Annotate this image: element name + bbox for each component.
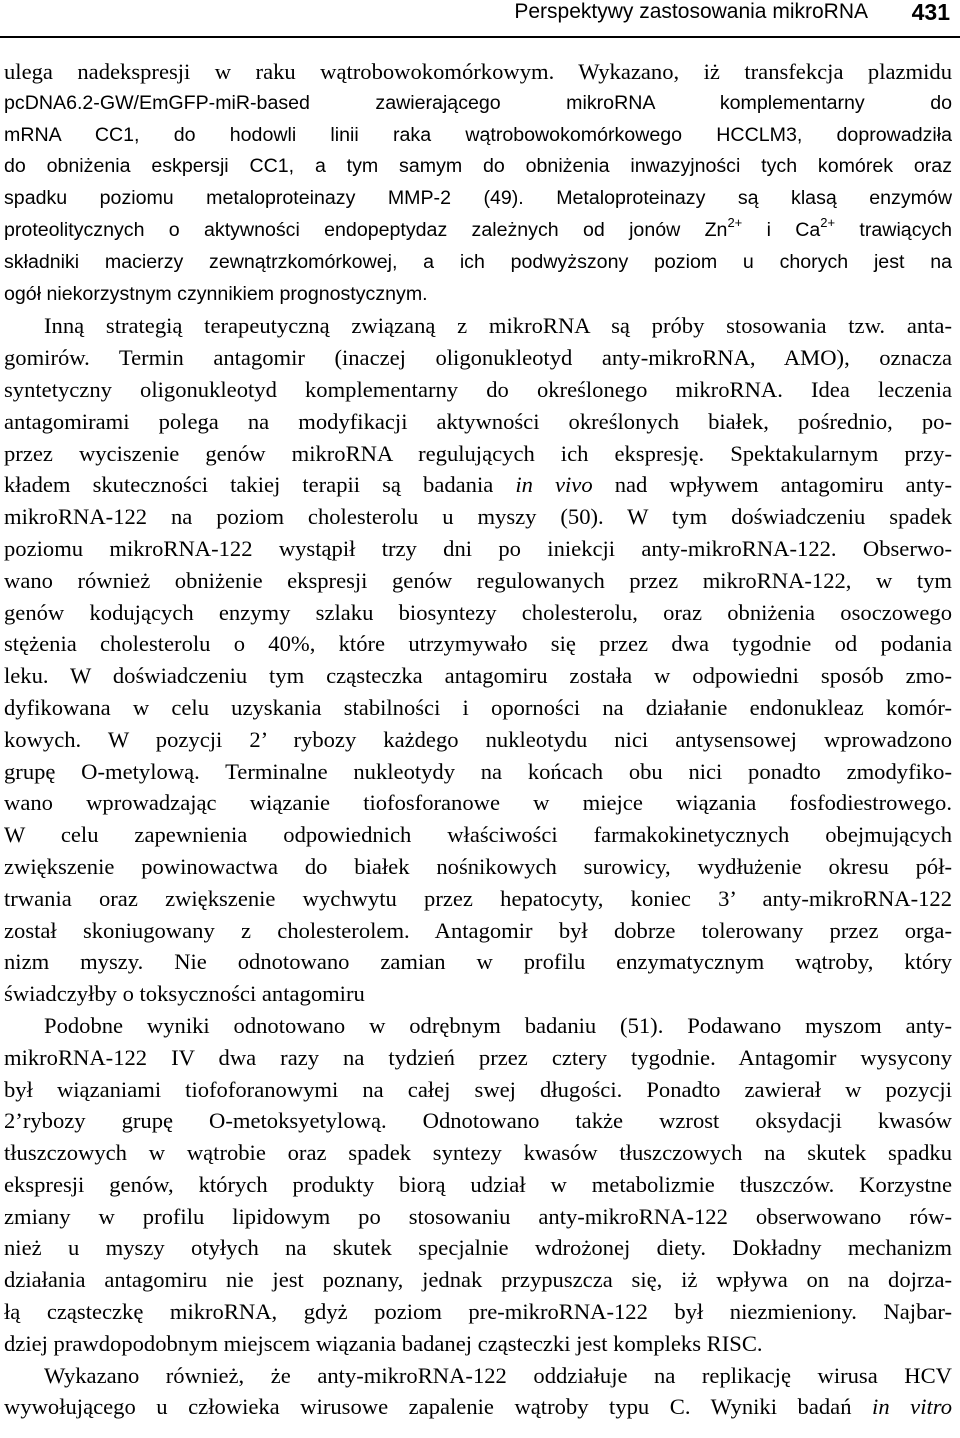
text-line: składniki macierzy zewnątrzkomórkowej, a ich podwyższony poziom u chorych jest na bbox=[4, 250, 952, 273]
text-line: działania antagomiru nie jest poznany, jednak przypuszcza się, iż wpływa on na dojrza- bbox=[4, 1267, 952, 1293]
text-segment: trawiących bbox=[835, 218, 952, 241]
text-segment: proteolitycznych o aktywności endopeptydaz zależnych od jonów Zn bbox=[4, 218, 728, 241]
text-line: mikroRNA-122 IV dwa razy na tydzień przez cztery tygodnie. Antagomir wysycony bbox=[4, 1044, 952, 1070]
text-segment: kładem skuteczności takiej terapii są badania bbox=[4, 472, 516, 498]
text-line: był wiązaniami tiofoforanowymi na całej swej długości. Ponadto zawierał w pozycji bbox=[4, 1076, 952, 1102]
text-line: został skoniugowany z cholesterolem. Antagomir był dobrze tolerowany przez orga- bbox=[4, 917, 952, 943]
italic-text: in vitro bbox=[872, 1394, 952, 1420]
text-segment: wywołującego u człowieka wirusowe zapalenie wątroby typu C. Wyniki badań bbox=[4, 1394, 873, 1420]
text-line: genów kodujących enzymy szlaku biosyntezy cholesterolu, oraz obniżenia osoczowego bbox=[4, 599, 952, 625]
superscript: 2+ bbox=[727, 214, 743, 230]
paragraph-start-line: Wykazano również, że anty-mikroRNA-122 oddziałuje na replikację wirusa HCV bbox=[44, 1362, 952, 1388]
text-line: zwiększenie powinowactwa do białek nośnikowych surowicy, wydłużenie okresu pół- bbox=[4, 853, 952, 879]
text-line bbox=[4, 469, 952, 501]
text-line: nież u myszy otyłych na skutek specjalnie wdrożonej diety. Dokładny mechanizm bbox=[4, 1235, 952, 1261]
text-line: gomirów. Termin antagomir (inaczej oligonukleotyd anty-mikroRNA, AMO), oznacza bbox=[4, 345, 952, 371]
text-line: dyfikowana w celu uzyskania stabilności i oporności na działanie endonukleaz komór- bbox=[4, 694, 952, 720]
text-line: poziomu mikroRNA-122 wystąpił trzy dni po iniekcji anty-mikroRNA-122. Obserwo- bbox=[4, 535, 952, 561]
text-line: zmiany w profilu lipidowym po stosowaniu anty-mikroRNA-122 obserwowano rów- bbox=[4, 1203, 952, 1229]
text-line: syntetyczny oligonukleotyd komplementarny do określonego mikroRNA. Idea leczenia bbox=[4, 376, 952, 402]
text-line: ulega nadekspresji w raku wątrobowokomórkowym. Wykazano, iż transfekcja plazmidu bbox=[4, 59, 952, 84]
text-line: mRNA CC1, do hodowli linii raka wątrobowokomórkowego HCCLM3, doprowadziła bbox=[4, 123, 952, 146]
text-line: ogół niekorzystnym czynnikiem prognostycznym. bbox=[4, 282, 428, 305]
text-line bbox=[4, 215, 952, 247]
text-line: pcDNA6.2-GW/EmGFP-miR-based zawierającego mikroRNA komplementarny do bbox=[4, 91, 952, 114]
text-line: do obniżenia eskpersji CC1, a tym samym do obniżenia inwazyjności tych komórek oraz bbox=[4, 155, 952, 178]
paragraph-start-line: Inną strategią terapeutyczną związaną z mikroRNA są próby stosowania tzw. anta- bbox=[44, 313, 952, 339]
text-line: mikroRNA-122 na poziom cholesterolu u myszy (50). W tym doświadczeniu spadek bbox=[4, 504, 952, 530]
header-rule bbox=[0, 36, 960, 38]
running-header bbox=[0, 0, 960, 28]
text-line: przez wyciszenie genów mikroRNA regulujących ich ekspresję. Spektakularnym przy- bbox=[4, 440, 952, 466]
text-segment: i Ca bbox=[742, 218, 821, 241]
text-line: dziej prawdopodobnym miejscem wiązania badanej cząsteczki jest kompleks RISC. bbox=[4, 1330, 763, 1356]
text-line: świadczyłby o toksyczności antagomiru bbox=[4, 981, 365, 1007]
text-line: wano również obniżenie ekspresji genów regulowanych przez mikroRNA-122, w tym bbox=[4, 567, 952, 593]
text-line: łą cząsteczkę mikroRNA, gdyż poziom pre-mikroRNA-122 był niezmieniony. Najbar- bbox=[4, 1299, 952, 1325]
text-line: spadku poziomu metaloproteinazy MMP-2 (49). Metaloproteinazy są klasą enzymów bbox=[4, 187, 952, 210]
text-line: grupę O-metylową. Terminalne nukleotydy na końcach obu nici ponadto zmodyfiko- bbox=[4, 758, 952, 784]
text-line: nizm myszy. Nie odnotowano zamian w profilu enzymatycznym wątroby, który bbox=[4, 949, 952, 975]
text-line: wano wprowadzając wiązanie tiofosforanowe w miejce wiązania fosfodiestrowego. bbox=[4, 790, 952, 816]
body-text bbox=[4, 56, 952, 1423]
text-segment: nad wpływem antagomiru anty- bbox=[592, 472, 952, 498]
paragraph-start-line: Podobne wyniki odnotowano w odrębnym badaniu (51). Podawano myszom anty- bbox=[44, 1012, 952, 1038]
page-number: 431 bbox=[911, 0, 950, 25]
text-line: tłuszczowych w wątrobie oraz spadek syntezy kwasów tłuszczowych na skutek spadku bbox=[4, 1140, 952, 1166]
running-title: Perspektywy zastosowania mikroRNA bbox=[514, 0, 868, 23]
text-line: trwania oraz zwiększenie wychwytu przez hepatocyty, koniec 3’ anty-mikroRNA-122 bbox=[4, 885, 952, 911]
text-line: leku. W doświadczeniu tym cząsteczka antagomiru została w odpowiedni sposób zmo- bbox=[4, 663, 952, 689]
text-line: kowych. W pozycji 2’ rybozy każdego nukleotydu nici antysensowej wprowadzono bbox=[4, 726, 952, 752]
text-line: W celu zapewnienia odpowiednich właściwości farmakokinetycznych obejmujących bbox=[4, 822, 952, 848]
superscript: 2+ bbox=[820, 214, 836, 230]
text-line: 2’rybozy grupę O-metoksyetylową. Odnotowano także wzrost oksydacji kwasów bbox=[4, 1108, 952, 1134]
text-line: stężenia cholesterolu o 40%, które utrzymywało się przez dwa tygodnie od podania bbox=[4, 631, 952, 657]
italic-text: in vivo bbox=[515, 472, 593, 498]
text-line bbox=[4, 1391, 952, 1423]
text-line: ekspresji genów, których produkty biorą udział w metabolizmie tłuszczów. Korzystne bbox=[4, 1171, 952, 1197]
text-line: antagomirami polega na modyfikacji aktywności określonych białek, pośrednio, po- bbox=[4, 408, 952, 434]
